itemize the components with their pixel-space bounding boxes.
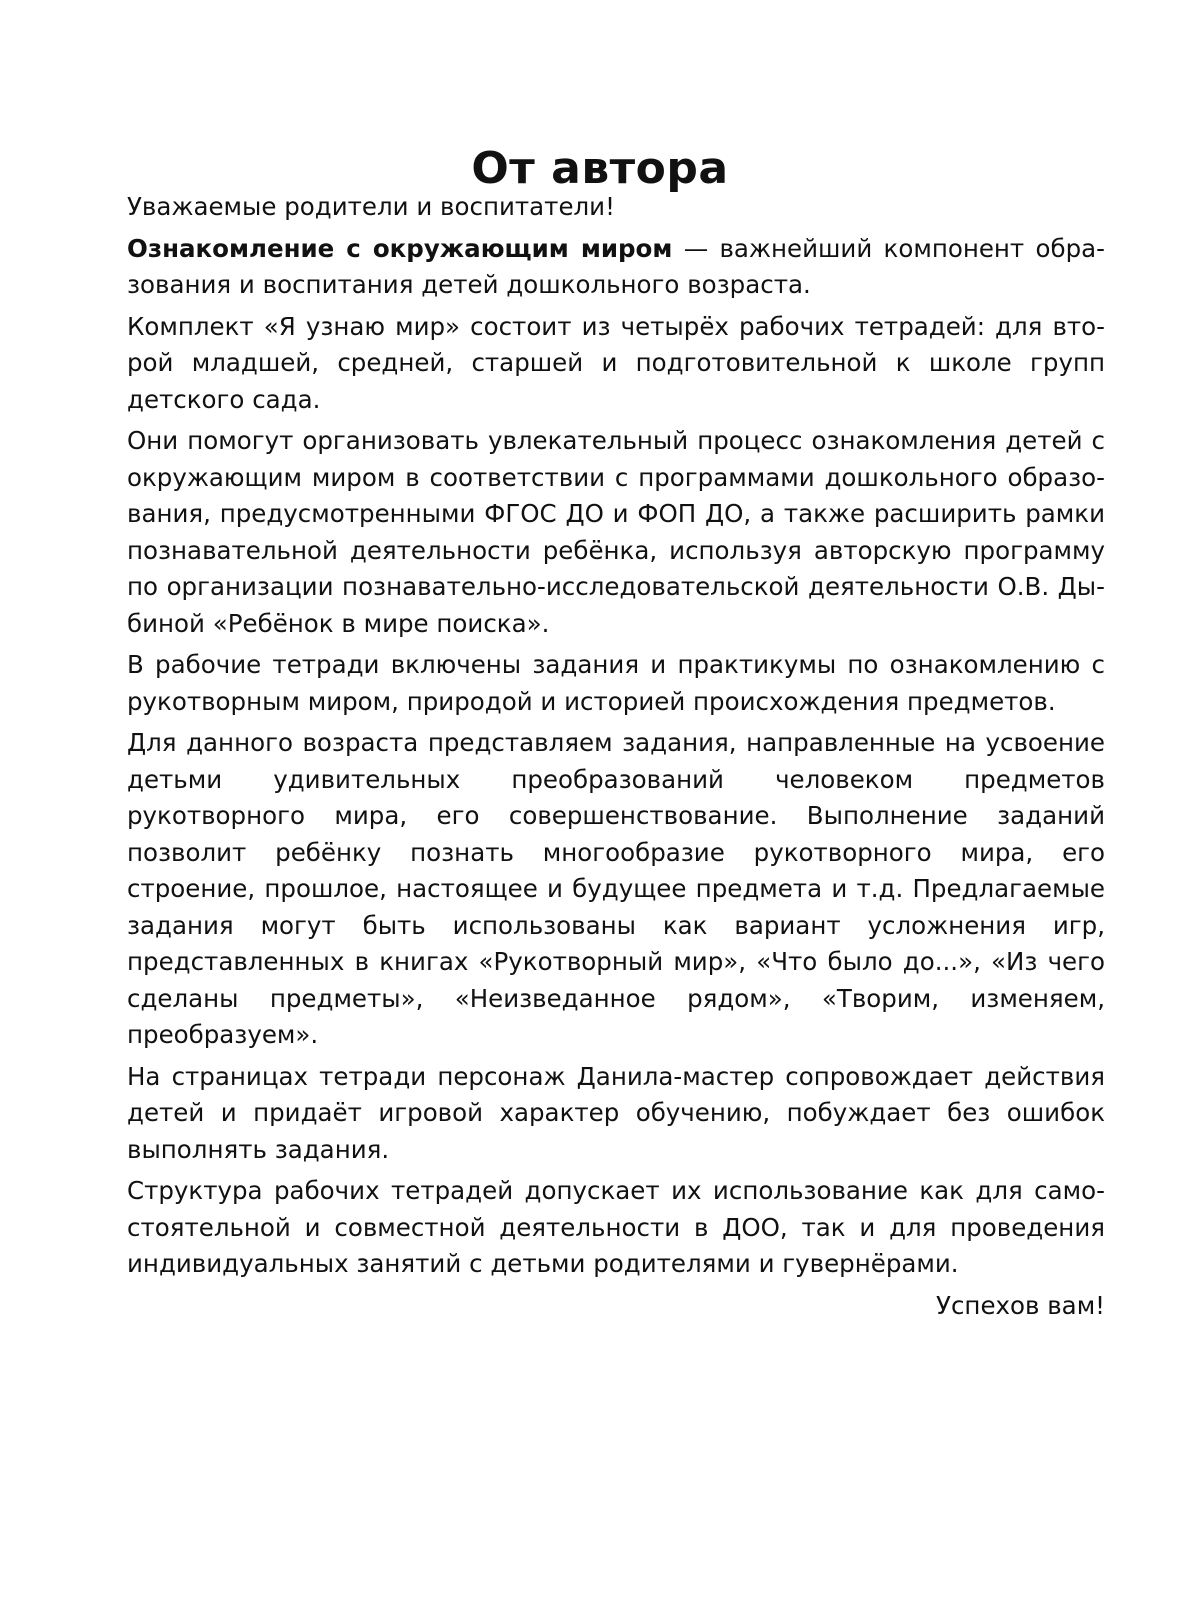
paragraph-5: Для данного возраста представляем задания, направленные на усвоение детьми удивительных преобразований человеком предметов рукотворного мира, его совершенствование. Выполнение заданий позволит ребёнку познать многообразие рукотворного мира, его строение, прошлое, настоящее и будущее предмета и т.д. Предлагаемые задания могут быть использованы как вариант усложнения игр, представленных в книгах «Рукотворный мир», «Что было до...», «Из чего сделаны предметы», «Неизведанное рядом», «Творим, изменяем, преобразуем». xyxy=(127,728,1105,1049)
paragraph-6: На страницах тетради персонаж Данила-мастер сопровождает действия детей и придаёт игровой характер обучению, побуждает без ошибок выполнять задания. xyxy=(127,1061,1105,1164)
salutation: Уважаемые родители и воспитатели! xyxy=(127,192,615,221)
page-title: От автора xyxy=(471,143,729,195)
closing-line: Успехов вам! xyxy=(936,1290,1105,1320)
paragraph-2: Комплект «Я узнаю мир» состоит из четырёх рабочих тетрадей: для второй младшей, средней, старшей и подготовительной к школе групп детского сада. xyxy=(127,311,1105,414)
foreword-body xyxy=(127,189,1105,1329)
paragraph-3: Они помогут организовать увлекательный процесс ознакомления детей с окружающим миром в соответствии с программами дошкольного образования, предусмотренными ФГОС ДО и ФОП ДО, а также расширить рамки познавательной деятельности ребёнка, используя авторскую программу по организации познавательно-исследовательской деятельности О.В. Дыбиной «Ребёнок в мире поиска». xyxy=(127,426,1105,638)
paragraph-1-lead: Ознакомление с окружающим миром xyxy=(127,233,673,263)
paragraph-4: В рабочие тетради включены задания и практикумы по ознакомлению с рукотворным миром, природой и историей происхождения предметов. xyxy=(127,650,1105,716)
paragraph-1 xyxy=(127,231,1105,304)
paragraph-1-rest: — важнейший компонент образования и воспитания детей дошкольного возраста. xyxy=(127,233,1105,299)
paragraph-7: Структура рабочих тетрадей допускает их использование как для самостоятельной и совместной деятельности в ДОО, так и для проведения индивидуальных занятий с детьми родителями и гувернёрами. xyxy=(127,1176,1105,1278)
